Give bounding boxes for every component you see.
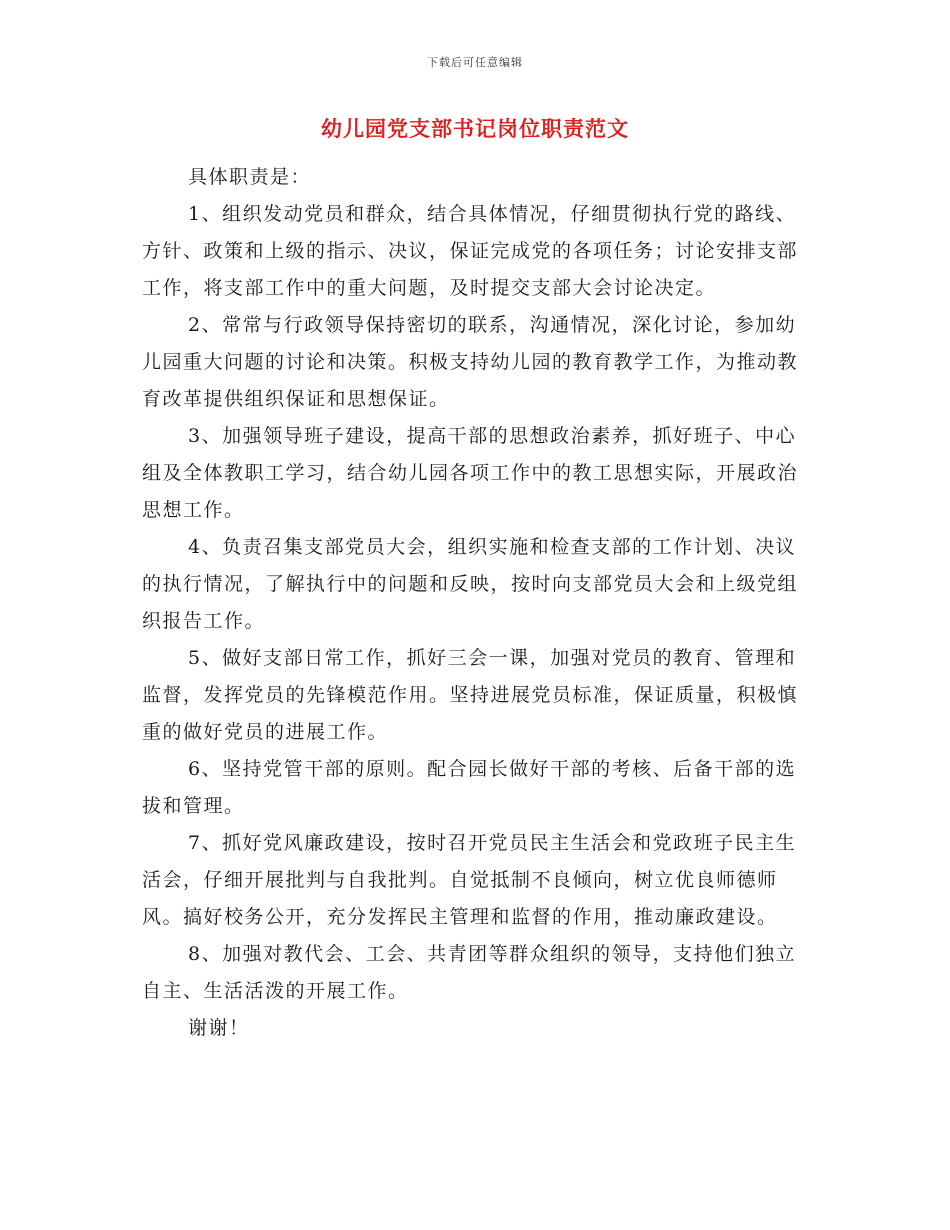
- closing-paragraph: 谢谢！: [188, 1017, 250, 1039]
- page-header-note: 下载后可任意编辑: [427, 56, 523, 69]
- duty-item-2: 2、常常与行政领导保持密切的联系，沟通情况，深化讨论，参加幼儿园重大问题的讨论和决策。积极支持幼儿园的教育教学工作，为推动教育改革提供组织保证和思想保证。: [142, 314, 799, 410]
- duty-item-1: 1、组织发动党员和群众，结合具体情况，仔细贯彻执行党的路线、方针、政策和上级的指示、决议，保证完成党的各项任务；讨论安排支部工作，将支部工作中的重大问题，及时提交支部大会讨论决定。: [142, 203, 799, 299]
- intro-paragraph: 具体职责是：: [188, 166, 312, 188]
- duty-item-4: 4、负责召集支部党员大会，组织实施和检查支部的工作计划、决议的执行情况，了解执行中的问题和反映，按时向支部党员大会和上级党组织报告工作。: [142, 536, 799, 632]
- duty-item-5: 5、做好支部日常工作，抓好三会一课，加强对党员的教育、管理和监督，发挥党员的先锋模范作用。坚持进展党员标准，保证质量，积极慎重的做好党员的进展工作。: [142, 647, 799, 743]
- duty-item-3: 3、加强领导班子建设，提高干部的思想政治素养，抓好班子、中心组及全体教职工学习，结合幼儿园各项工作中的教工思想实际，开展政治思想工作。: [142, 425, 799, 521]
- document-title: 幼儿园党支部书记岗位职责范文: [321, 116, 629, 141]
- duty-item-8: 8、加强对教代会、工会、共青团等群众组织的领导，支持他们独立自主、生活活泼的开展工作。: [142, 943, 797, 1002]
- document-body: [142, 159, 814, 1047]
- duty-item-6: 6、坚持党管干部的原则。配合园长做好干部的考核、后备干部的选拔和管理。: [142, 758, 797, 817]
- duty-item-7: 7、抓好党风廉政建设，按时召开党员民主生活会和党政班子民主生活会，仔细开展批判与自我批判。自觉抵制不良倾向，树立优良师德师风。搞好校务公开，充分发挥民主管理和监督的作用，推动廉政建设。: [142, 832, 797, 928]
